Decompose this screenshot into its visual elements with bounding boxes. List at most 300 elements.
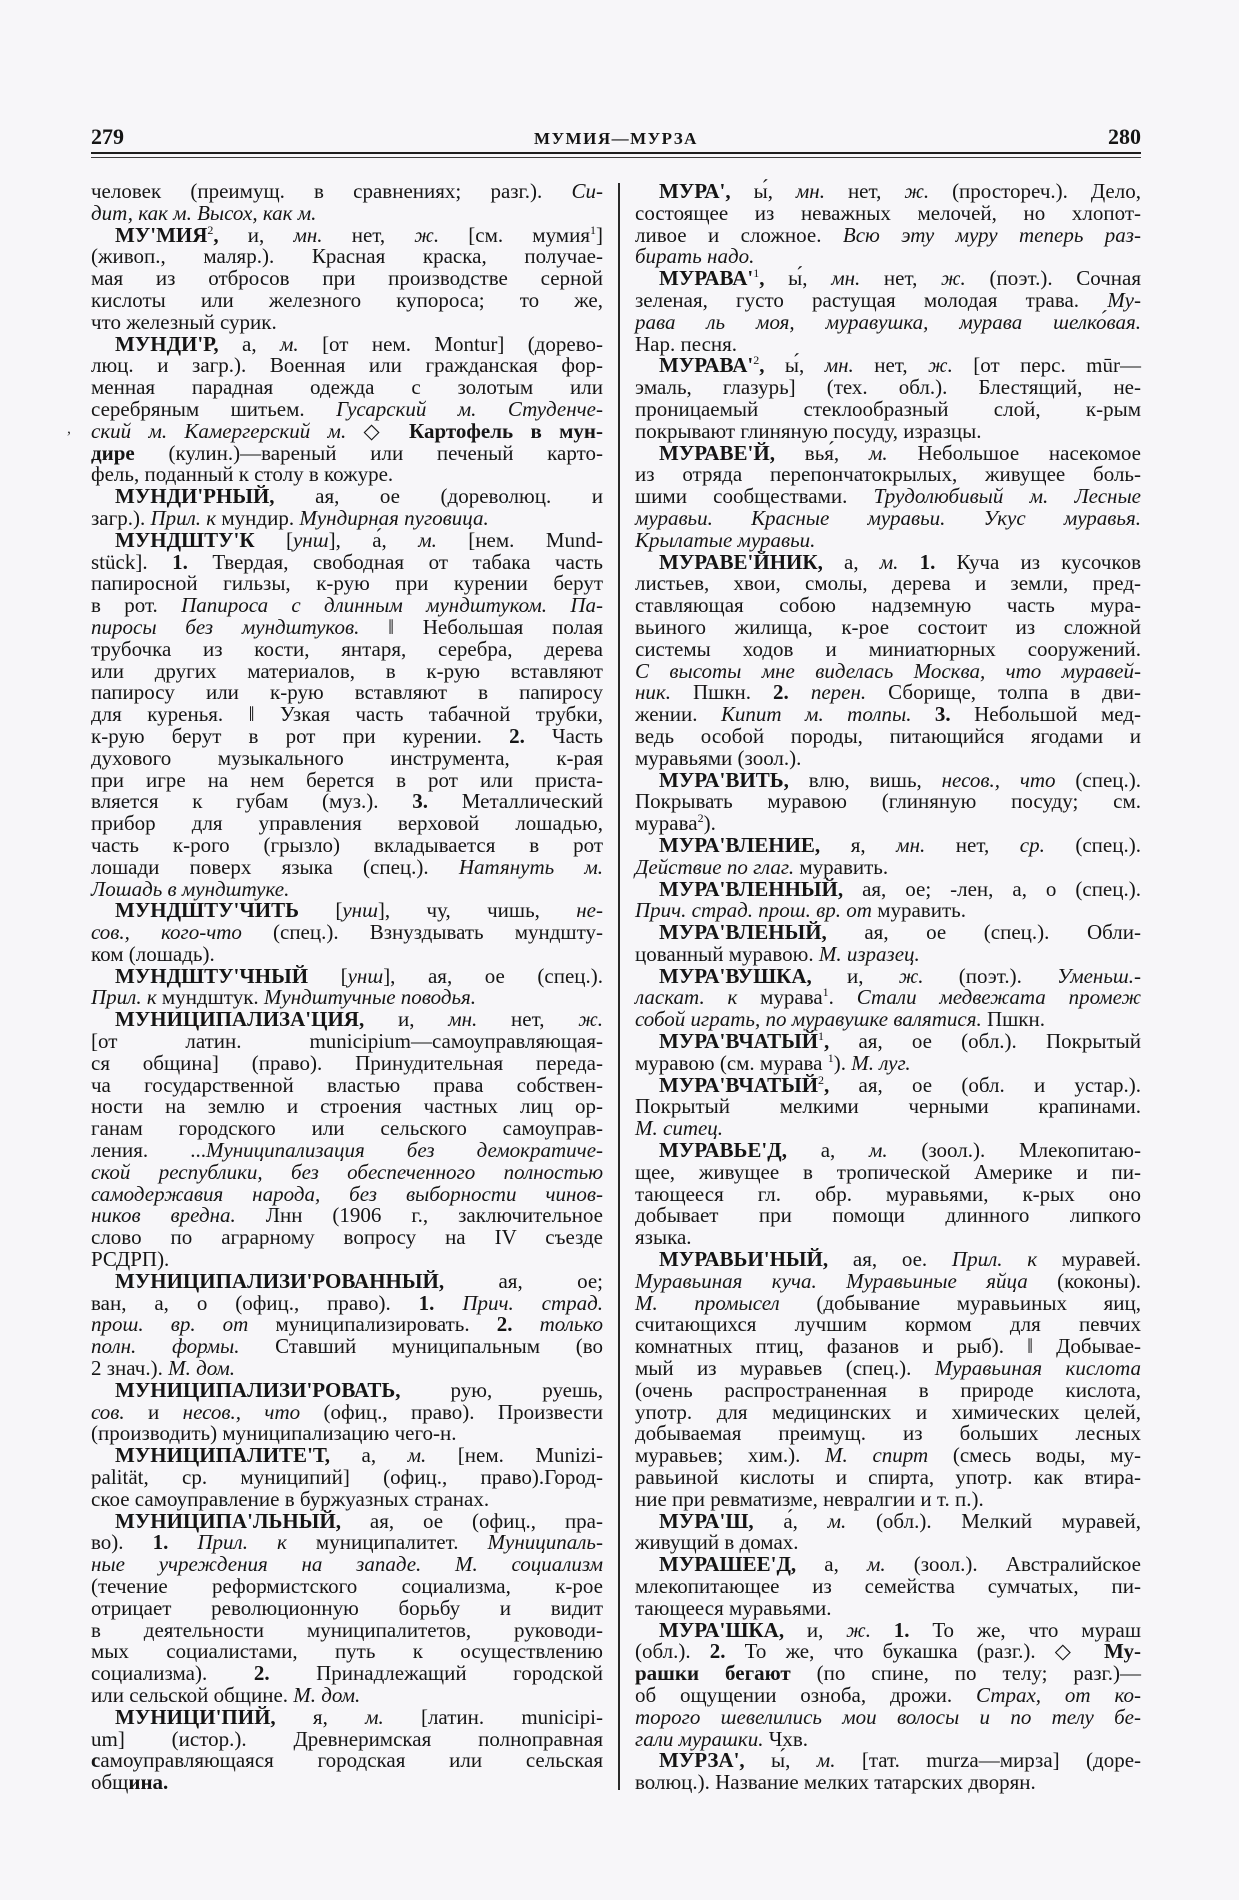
dictionary-entry xyxy=(91,486,603,530)
homonym-index: 2 xyxy=(697,811,704,826)
text: или других материалов, в к-рую вставляют xyxy=(91,658,603,683)
text: общ xyxy=(91,1770,129,1795)
dictionary-entry xyxy=(91,1508,603,1707)
bold-text: , xyxy=(759,353,765,378)
text: ◇ xyxy=(346,418,410,443)
bold-text: , xyxy=(824,1072,830,1097)
text: То же, что букашка (разг.). ◇ xyxy=(725,1639,1104,1664)
bold-text: с xyxy=(91,1748,101,1773)
text: (простореч.). Дело, xyxy=(929,179,1141,203)
text: нет, xyxy=(477,1007,579,1032)
italic-text: полн. формы. xyxy=(91,1334,240,1359)
italic-text: сов. xyxy=(91,1399,125,1424)
headword: МУРА'ВЧАТЫЙ xyxy=(659,1029,819,1054)
sense-number: 1. xyxy=(418,1290,435,1315)
text: лошади поверх языка (спец.). xyxy=(91,854,459,879)
italic-text: ласкат. к xyxy=(635,985,738,1010)
text: ления. ... xyxy=(91,1138,206,1163)
text: щее, живущее в тропической Америке и пи- xyxy=(635,1159,1141,1184)
headword: МУРАВЬЕ'Д, xyxy=(659,1138,787,1163)
italic-text: Стали медвежата промеж xyxy=(856,985,1141,1010)
headword: МУНИЦИПАЛИЗИ'РОВАННЫЙ, xyxy=(115,1268,445,1293)
text: нет, xyxy=(322,222,415,247)
text: влю, вишь, xyxy=(788,767,942,792)
italic-text: м. xyxy=(868,440,888,465)
text-line xyxy=(91,614,604,639)
text: живущий в домах. xyxy=(635,1530,799,1555)
italic-text: м. xyxy=(827,1508,847,1533)
text-line xyxy=(91,1486,603,1511)
text: ая, ое (обл. и устар.). xyxy=(829,1072,1141,1097)
text xyxy=(871,1618,894,1642)
text: добывает при помощи длинного липкого xyxy=(635,1203,1141,1228)
text: (производить) муниципализацию чего-н. xyxy=(91,1421,457,1446)
text: муниципализировать. xyxy=(248,1312,497,1337)
text-line xyxy=(635,658,1141,683)
text: зеленая, густо растущая молодая трава. xyxy=(635,287,1108,312)
text-line xyxy=(91,1009,603,1031)
text: языка. xyxy=(635,1225,692,1250)
italic-text: Прил. к xyxy=(951,1247,1038,1272)
text-line xyxy=(635,1205,1141,1227)
text-line xyxy=(635,1227,1141,1249)
headword: МУРЗА', xyxy=(659,1748,745,1773)
text: и, xyxy=(784,1617,847,1642)
text: То же, что мураш xyxy=(909,1617,1141,1642)
text-line xyxy=(91,1096,603,1118)
homonym-index: 2 xyxy=(753,353,760,368)
text: слово по аграрному вопросу на IV съезде xyxy=(91,1225,603,1250)
text-line xyxy=(635,1486,1141,1511)
text-line xyxy=(635,1072,1141,1097)
text: [см. мумия xyxy=(439,222,590,247)
text: кислоты или железного купороса; то же, xyxy=(91,287,603,312)
dictionary-entry xyxy=(91,900,603,965)
text: (обл.). xyxy=(635,1639,710,1664)
text-line xyxy=(91,791,603,813)
text: ], а́, xyxy=(328,527,419,552)
headword: МУРА'ВЛЕННЫЙ, xyxy=(659,876,844,901)
text-line xyxy=(91,1205,603,1227)
text-line xyxy=(635,505,1141,530)
text: фель, поданный к столу в кожуре. xyxy=(91,462,394,487)
italic-text: Муниципализация без демократиче- xyxy=(205,1138,604,1163)
text-line xyxy=(91,396,603,421)
text-line xyxy=(91,200,603,225)
italic-text: М. дом. xyxy=(293,1682,361,1707)
dictionary-entry xyxy=(635,1031,1141,1075)
text-line xyxy=(91,527,603,552)
text: млекопитающее из семейства сумчатых, пи- xyxy=(635,1574,1141,1598)
text: волюц.). Название мелких татарских дворян. xyxy=(635,1770,1036,1795)
text: духового музыкального инструмента, к-рая xyxy=(91,745,603,770)
right-column xyxy=(635,181,1141,1794)
text-line xyxy=(91,922,603,944)
italic-text: мн. xyxy=(293,222,323,247)
text-line xyxy=(635,987,1141,1009)
italic-text: М. изразец. xyxy=(818,941,920,966)
text: ая, ое (спец.). Обли- xyxy=(826,920,1141,945)
text-line xyxy=(91,549,604,574)
text-line xyxy=(635,377,1141,399)
text: ности на землю и строения частных лиц ор- xyxy=(91,1094,603,1119)
text: цованный муравою. xyxy=(635,941,819,966)
text-line xyxy=(635,900,1141,922)
headword: МУРА', xyxy=(659,179,731,203)
text: менная парадная одежда с золотым или xyxy=(91,375,603,400)
dictionary-entry xyxy=(635,268,1141,355)
text: (поэт.). xyxy=(923,963,1058,988)
text: (течение реформистского социализма, к-рое xyxy=(91,1574,603,1598)
italic-text: унш xyxy=(347,963,384,988)
italic-text: м. xyxy=(365,1704,384,1729)
text: муравить. xyxy=(794,854,889,879)
italic-text: Действие по глаг. xyxy=(635,854,795,879)
text-line xyxy=(91,1314,603,1336)
text-line xyxy=(635,704,1141,726)
text-line xyxy=(635,527,1141,552)
text: ая, ое (дореволюц. и xyxy=(274,484,603,509)
text-line xyxy=(635,791,1141,813)
text xyxy=(513,1312,540,1336)
italic-text: Трудолюбивый м. Лесные xyxy=(873,484,1141,509)
bold-text: , xyxy=(759,266,765,291)
text-line xyxy=(91,246,603,268)
italic-text: Прич. страд. прош. вр. от xyxy=(635,898,872,923)
text: люц. и загр.). Военная или гражданская фор- xyxy=(91,353,603,378)
dictionary-entry xyxy=(635,1249,1141,1511)
italic-text: М. промысел xyxy=(635,1290,780,1315)
text: системы ходов и миниатюрных сооружений. xyxy=(635,636,1141,661)
text: нет, xyxy=(853,353,929,378)
text-line xyxy=(635,1595,1141,1620)
text-line xyxy=(635,1050,1141,1075)
text: (обл.). Мелкий муравей, xyxy=(846,1508,1141,1533)
text-line xyxy=(635,1181,1141,1206)
italic-text: м. xyxy=(869,1138,888,1163)
text-line xyxy=(635,287,1141,312)
headword: МУНДШТУ'К xyxy=(115,527,255,552)
text: (спец.). Взнуздывать мундшту- xyxy=(241,920,603,945)
text-line xyxy=(635,1467,1141,1489)
text: муравить. xyxy=(871,898,966,923)
homonym-index: 1 xyxy=(753,266,760,281)
text: жении. xyxy=(635,702,721,727)
text: ). xyxy=(703,811,716,836)
italic-text: Си- xyxy=(571,179,603,203)
italic-text: Натянуть м. xyxy=(458,854,604,879)
text: шими сообществами. xyxy=(635,484,874,509)
italic-text: унш xyxy=(342,898,378,923)
text-line xyxy=(91,1576,603,1598)
text: um] (истор.). Древнеримская полноправная xyxy=(91,1726,603,1751)
headword: МУРАВЕ'ЙНИК, xyxy=(659,549,823,574)
text: добываемая преимущ. из больших лесных xyxy=(635,1421,1141,1446)
text: а, xyxy=(786,1138,869,1163)
text-line xyxy=(91,1031,603,1053)
text: или сельской общине. xyxy=(91,1682,294,1707)
italic-text: ской республики, без обеспеченного полностью xyxy=(91,1159,603,1184)
text-line xyxy=(635,1314,1141,1336)
text-line xyxy=(91,941,603,966)
headword: МУНИЦИ'ПИЙ, xyxy=(115,1704,276,1729)
headword: МУНДИ'Р, xyxy=(115,331,219,356)
text: ая, ое (офиц., пра- xyxy=(340,1508,603,1533)
italic-text: м. xyxy=(280,331,299,356)
headword: МУНДИ'РНЫЙ, xyxy=(115,484,275,509)
text xyxy=(434,1291,462,1315)
italic-text: С высоты мне виделась Москва, что муравей- xyxy=(635,658,1141,683)
bold-text: Картофель в мун- xyxy=(409,418,603,443)
text-line xyxy=(91,1290,604,1315)
bold-text: рашки бегают xyxy=(635,1661,791,1686)
homonym-index: 2 xyxy=(207,222,214,237)
text: что железный сурик. xyxy=(91,309,277,334)
text: ая, ое (обл.). Покрытый xyxy=(829,1029,1141,1054)
text-line xyxy=(635,832,1141,857)
italic-text: Муравьиная кислота xyxy=(934,1356,1141,1381)
headword: МУНИЦИПА'ЛЬНЫЙ, xyxy=(115,1508,341,1533)
text: ая, ое. xyxy=(828,1247,952,1272)
text: мундир. xyxy=(216,505,300,530)
text-line xyxy=(635,1140,1141,1162)
italic-text: мн. xyxy=(896,832,926,857)
text-line xyxy=(635,723,1141,748)
text-line xyxy=(91,1726,603,1751)
text: Лнн (1906 г., заключительное xyxy=(235,1203,603,1228)
text: ая, ое; -лен, а, о (спец.). xyxy=(843,876,1141,901)
italic-text: М. луг. xyxy=(851,1050,911,1075)
text-line xyxy=(635,1268,1142,1293)
italic-text: несов., что xyxy=(941,767,1056,792)
left-column xyxy=(91,181,603,1794)
italic-text: ж. xyxy=(941,266,966,291)
text: (спец.). xyxy=(1044,832,1141,857)
text-line xyxy=(635,922,1141,944)
text: и xyxy=(124,1399,183,1424)
italic-text: перен. xyxy=(810,680,867,705)
italic-text: гали мурашки. xyxy=(635,1726,764,1751)
italic-text: ников вредна. xyxy=(91,1203,236,1228)
text: ая, ое; xyxy=(444,1268,603,1293)
text-line xyxy=(635,595,1141,617)
homonym-index: 1 xyxy=(827,1050,834,1065)
text: (по спине, по телу; разг.)— xyxy=(790,1661,1142,1686)
text-line xyxy=(635,418,1141,443)
text: вья́, xyxy=(774,440,869,465)
dictionary-entry xyxy=(635,1072,1141,1141)
dictionary-entry xyxy=(635,922,1141,966)
text-line xyxy=(91,658,603,683)
text-line xyxy=(635,1445,1141,1467)
text-line xyxy=(91,1641,603,1663)
dictionary-entry xyxy=(91,527,604,901)
text: ). xyxy=(833,1050,852,1075)
page-number-right: 280 xyxy=(1108,124,1141,149)
text-line xyxy=(91,854,604,879)
text: вьиного жилища, к-рое состоит из сложной xyxy=(635,614,1141,639)
text: я, xyxy=(820,832,897,857)
dictionary-entry xyxy=(635,767,1142,836)
sense-number: 1. xyxy=(152,1530,169,1555)
text-line xyxy=(91,464,603,486)
text-line xyxy=(91,704,603,726)
text-line xyxy=(91,1181,603,1206)
header-rule-thin xyxy=(91,157,1141,158)
text: тающееся муравьями. xyxy=(635,1595,832,1620)
text xyxy=(789,680,811,704)
text xyxy=(168,1530,197,1554)
bold-text: Му- xyxy=(1103,1639,1141,1664)
italic-text: м. xyxy=(407,1443,427,1468)
italic-text: самодержавия народа, без выборности чинов- xyxy=(91,1181,603,1206)
text-line xyxy=(91,876,603,901)
italic-text: Прич. страд. xyxy=(462,1290,604,1315)
text-line xyxy=(635,1554,1141,1576)
page-number-left: 279 xyxy=(91,124,124,149)
text: (офиц., право). Произвести xyxy=(300,1399,603,1424)
italic-text: Папироса с длинным мундштуком. Па- xyxy=(181,593,603,618)
text: [латин. municipi- xyxy=(383,1704,603,1729)
dictionary-entry xyxy=(91,1377,603,1446)
text: я, xyxy=(275,1704,366,1729)
text-line xyxy=(635,1532,1141,1554)
text-line xyxy=(91,1554,603,1576)
italic-text: м. xyxy=(879,549,899,574)
text-line xyxy=(91,832,603,857)
text: эмаль, глазурь] (тех. обл.). Блестящий, не- xyxy=(635,375,1141,400)
dictionary-entry xyxy=(635,181,1141,268)
text-line xyxy=(91,1772,603,1794)
italic-text: унш xyxy=(292,527,329,552)
text-line xyxy=(635,1663,1141,1685)
headword: МУРАВЕ'Й, xyxy=(659,440,775,465)
text-line xyxy=(635,200,1141,225)
text-line xyxy=(91,723,603,748)
italic-text: ский м. Камергерский м. xyxy=(91,418,347,443)
italic-text: м. xyxy=(816,1748,836,1773)
text-line xyxy=(635,876,1141,901)
text-line xyxy=(635,1031,1141,1053)
text: ], ая, ое (спец.). xyxy=(383,963,604,988)
text-line xyxy=(91,1617,603,1642)
text-line xyxy=(91,573,603,595)
text: . xyxy=(828,985,857,1010)
dictionary-entry xyxy=(635,1140,1141,1249)
text: [тат. murza—мирза] (доре- xyxy=(835,1748,1142,1773)
text: а, xyxy=(218,331,281,356)
text: Пшкн. xyxy=(671,680,774,705)
text: часть к-рого (грызло) вкладывается в рот xyxy=(91,832,603,857)
text: муравей. xyxy=(1037,1247,1141,1272)
dictionary-entry xyxy=(635,549,1141,770)
text-line xyxy=(91,813,603,835)
text-line xyxy=(91,377,603,399)
headword: МУРА'Ш, xyxy=(659,1508,754,1533)
text-line xyxy=(635,1641,1141,1663)
text-line xyxy=(635,1249,1141,1271)
text: (живоп., маляр.). Красная краска, получае- xyxy=(91,244,603,269)
text: покрывают глиняную посуду, изразцы. xyxy=(635,418,982,443)
text: прибор для управления верховой лошадью, xyxy=(91,811,603,836)
text: проницаемый стеклообразный слой, к-рым xyxy=(635,396,1141,421)
text-line xyxy=(635,1772,1141,1794)
italic-text: ж. xyxy=(578,1007,603,1032)
italic-text: собой играть, по муравушке валятися. xyxy=(635,1007,982,1032)
text-line xyxy=(91,1508,603,1533)
text: тающееся гл. обр. муравьями, к-рых оно xyxy=(635,1181,1141,1206)
text: человек (преимущ. в сравнениях; разг.). xyxy=(91,179,572,203)
text-line xyxy=(635,1508,1141,1533)
headword: МУРА'ВЛЕНЫЙ, xyxy=(659,920,827,945)
headword: МУРА'ВЛЕНИЕ, xyxy=(659,832,821,857)
sense-number: 2. xyxy=(509,723,525,748)
text: трубочка из кости, янтаря, серебра, дерева xyxy=(91,636,603,661)
homonym-index: 1 xyxy=(818,1029,825,1044)
text-line xyxy=(635,813,1141,835)
headword: МУРАВЬИ'НЫЙ, xyxy=(659,1247,829,1272)
italic-text: ж. xyxy=(414,222,440,247)
text: социализма). xyxy=(91,1661,254,1686)
text: [нем. Mund- xyxy=(436,527,603,552)
italic-text: Страх, от ко- xyxy=(976,1682,1141,1707)
text-line xyxy=(635,1290,1141,1315)
italic-text: М. спирт xyxy=(825,1443,929,1468)
text-line xyxy=(91,1682,603,1707)
italic-text: не- xyxy=(576,898,603,923)
text: (смесь воды, му- xyxy=(928,1443,1141,1468)
text-line xyxy=(91,287,603,312)
sense-number: 2. xyxy=(496,1312,513,1337)
text-line xyxy=(91,1423,603,1445)
text: ] xyxy=(595,222,603,247)
text-line xyxy=(635,636,1141,661)
text: (кулин.)—вареный или печеный карто- xyxy=(134,440,603,465)
text: ние при ревматизме, невралгии и т. п.). xyxy=(635,1486,984,1511)
column-divider xyxy=(618,183,620,1790)
text-line xyxy=(635,181,1141,203)
italic-text: Гусарский м. Студенче- xyxy=(336,396,603,421)
text: муравьев; хим.). xyxy=(635,1443,826,1468)
text: и, xyxy=(218,222,294,247)
dictionary-entry xyxy=(635,1617,1142,1751)
sense-number: 2. xyxy=(253,1661,270,1686)
text: (зоол.). Млекопитаю- xyxy=(887,1138,1141,1163)
text-line xyxy=(91,1595,603,1620)
bold-text: дире xyxy=(91,440,135,465)
text xyxy=(898,550,919,574)
text: а, xyxy=(796,1552,867,1577)
italic-text: Уменьш.- xyxy=(1057,963,1141,988)
text-line xyxy=(635,355,1141,377)
text-line xyxy=(635,1358,1141,1380)
sense-number: 1. xyxy=(172,549,188,574)
dictionary-entry xyxy=(635,1750,1141,1794)
header-rule-thick xyxy=(91,152,1141,154)
text-line xyxy=(635,246,1141,268)
headword: МУНИЦИПАЛИЗА'ЦИЯ, xyxy=(115,1007,365,1032)
text: ганам городского или сельского самоуправ- xyxy=(91,1116,603,1141)
sense-number: 1. xyxy=(893,1617,910,1642)
italic-text: мн. xyxy=(831,266,861,291)
sense-number: 3. xyxy=(412,789,429,814)
italic-text: Прил. к xyxy=(91,985,157,1010)
text-line xyxy=(635,396,1141,421)
italic-text: м. xyxy=(418,527,437,552)
text-line xyxy=(91,963,604,988)
text-line xyxy=(91,682,603,704)
text-line xyxy=(635,440,1141,465)
